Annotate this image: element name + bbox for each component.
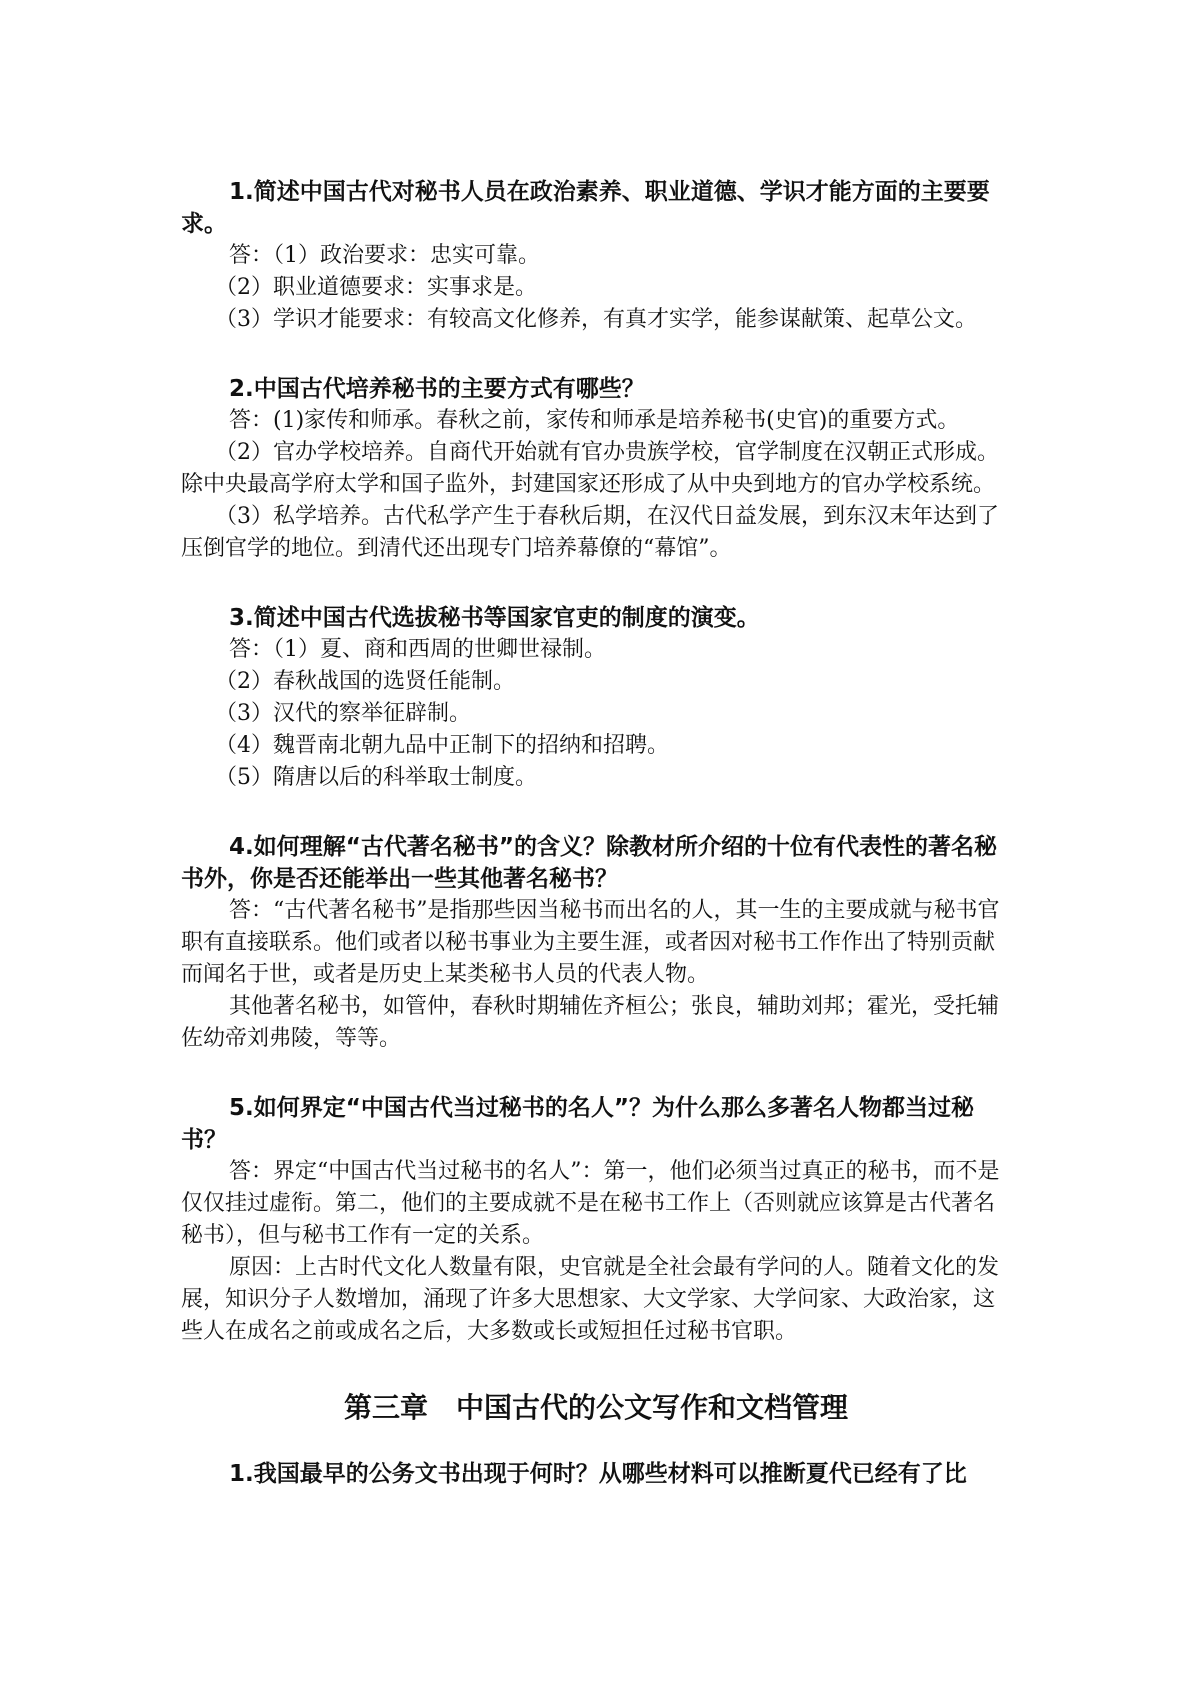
question-2-answer-3: （3）私学培养。古代私学产生于春秋后期，在汉代日益发展，到东汉末年达到了压倒官学的地位。到清代还出现专门培养幕僚的“幕馆”。 (181, 504, 999, 561)
question-2-title: 2.中国古代培养秘书的主要方式有哪些？ (229, 376, 645, 402)
question-1-answer-2: （2）职业道德要求：实事求是。 (215, 275, 537, 300)
question-1-answer-1: 答：（1）政治要求：忠实可靠。 (229, 243, 540, 268)
spacer (181, 336, 1011, 373)
chapter-heading: 第三章 中国古代的公文写作和文档管理 (343, 1391, 848, 1424)
question-2-answer-1: 答：(1)家传和师承。春秋之前，家传和师承是培养秘书(史官)的重要方式。 (229, 408, 960, 433)
question-5-answer-1: 答：界定“中国古代当过秘书的名人”：第一，他们必须当过真正的秘书，而不是仅仅挂过虚衔。第二，他们的主要成就不是在秘书工作上（否则就应该算是古代著名秘书），但与秘书工作有一定的关系。 (181, 1159, 1000, 1248)
question-3-answer-4: （4）魏晋南北朝九品中正制下的招纳和招聘。 (215, 733, 669, 758)
spacer (181, 1428, 1011, 1458)
question-3-answer-3: （3）汉代的察举征辟制。 (215, 701, 471, 726)
question-4-title: 4.如何理解“古代著名秘书”的含义？除教材所介绍的十位有代表性的著名秘书外，你是否还能举出一些其他著名秘书？ (181, 834, 997, 892)
question-4-answer-2: 其他著名秘书，如管仲，春秋时期辅佐齐桓公；张良，辅助刘邦；霍光，受托辅佐幼帝刘弗陵，等等。 (181, 994, 1000, 1051)
question-3-answer-1: 答：（1）夏、商和西周的世卿世禄制。 (229, 637, 606, 662)
spacer (181, 1055, 1011, 1092)
spacer (181, 1348, 1011, 1388)
question-3-answer-2: （2）春秋战国的选贤任能制。 (215, 669, 515, 694)
chapter-3-question-1-title: 1.我国最早的公务文书出现于何时？从哪些材料可以推断夏代已经有了比 (229, 1461, 967, 1487)
question-5-title: 5.如何界定“中国古代当过秘书的名人”？为什么那么多著名人物都当过秘书？ (181, 1095, 974, 1153)
question-5-answer-2: 原因：上古时代文化人数量有限，史官就是全社会最有学问的人。随着文化的发展，知识分子人数增加，涌现了许多大思想家、大文学家、大学问家、大政治家，这些人在成名之前或成名之后，大多数或长或短担任过秘书官职。 (181, 1255, 1000, 1344)
question-4-answer-1: 答：“古代著名秘书”是指那些因当秘书而出名的人，其一生的主要成就与秘书官职有直接联系。他们或者以秘书事业为主要生涯，或者因对秘书工作作出了特别贡献而闻名于世，或者是历史上某类秘书人员的代表人物。 (181, 898, 1000, 987)
question-3-answer-5: （5）隋唐以后的科举取士制度。 (215, 765, 537, 790)
question-2-answer-2: （2）官办学校培养。自商代开始就有官办贵族学校，官学制度在汉朝正式形成。除中央最高学府太学和国子监外，封建国家还形成了从中央到地方的官办学校系统。 (181, 440, 999, 497)
question-1-answer-3: （3）学识才能要求：有较高文化修养，有真才实学，能参谋献策、起草公文。 (215, 307, 977, 332)
question-3-title: 3.简述中国古代选拔秘书等国家官吏的制度的演变。 (229, 605, 760, 631)
document-page (181, 176, 1011, 1490)
spacer (181, 794, 1011, 831)
spacer (181, 565, 1011, 602)
question-1-title: 1.简述中国古代对秘书人员在政治素养、职业道德、学识才能方面的主要要求。 (181, 179, 990, 237)
